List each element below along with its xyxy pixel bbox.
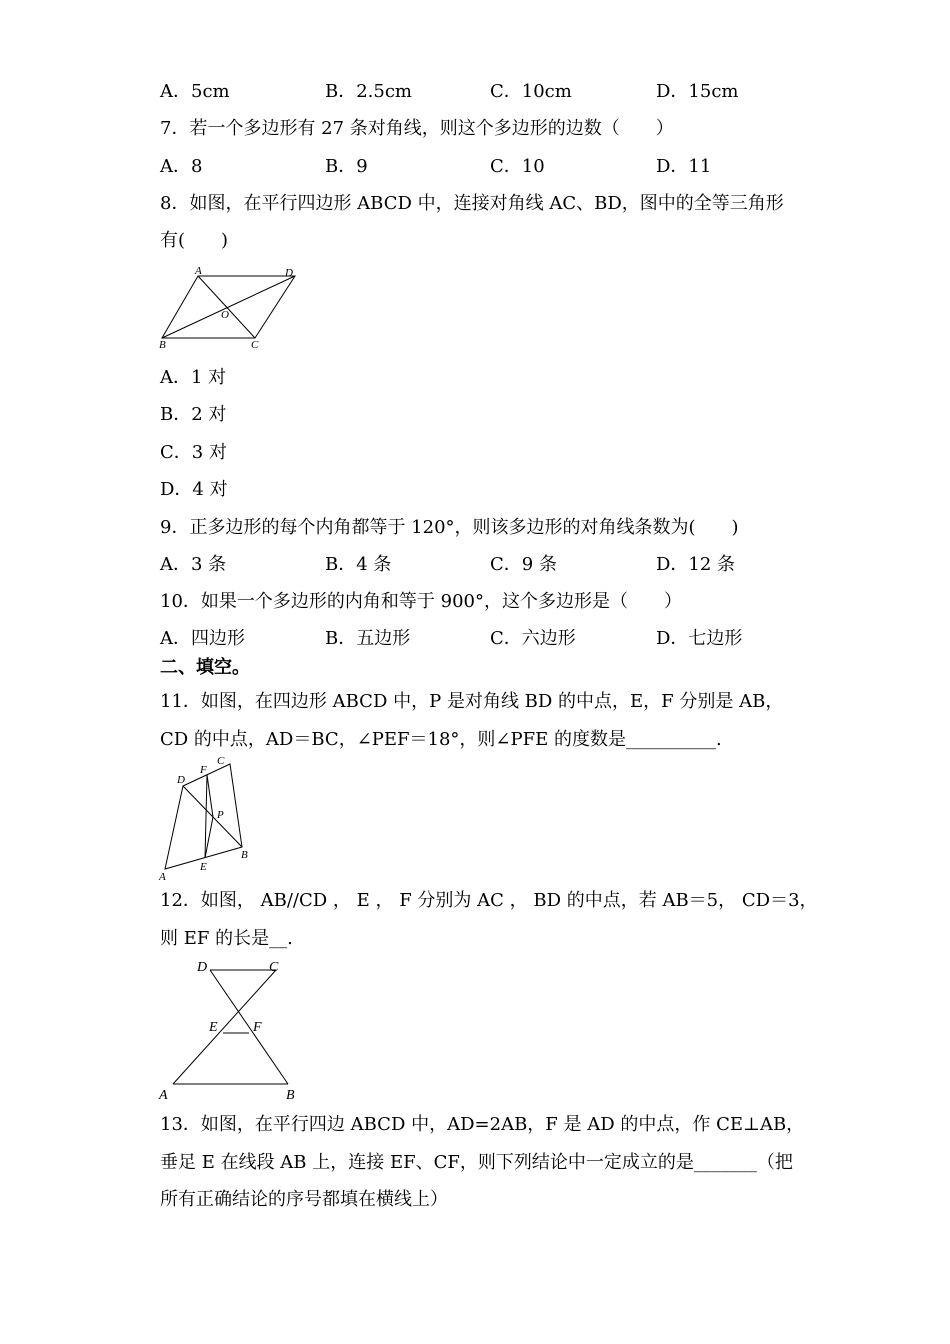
q10-stem: 10．如果一个多边形的内角和等于 900°，这个多边形是（ ） <box>160 591 682 612</box>
q8-label-o: O <box>221 309 229 321</box>
q10-option-c: C．六边形 <box>490 628 576 649</box>
q8-option-a: A．1 对 <box>160 367 227 388</box>
q10-option-d: D．七边形 <box>656 628 743 649</box>
q11-line1: 11．如图，在四边形 ABCD 中，P 是对角线 BD 的中点，E，F 分别是 AB， <box>160 691 784 712</box>
q6-option-a: A．5cm <box>160 81 230 102</box>
q11-quadrilateral-figure <box>155 752 265 882</box>
q8-option-b: B．2 对 <box>160 404 227 425</box>
q12-label-f: F <box>253 1020 262 1035</box>
q7-option-d: D．11 <box>656 156 712 177</box>
q11-label-c: C <box>217 755 225 767</box>
q12-label-d: D <box>197 960 208 975</box>
q12-label-b: B <box>286 1088 295 1103</box>
q12-label-e: E <box>209 1020 218 1035</box>
q9-option-b: B．4 条 <box>325 554 392 575</box>
q13-line3: 所有正确结论的序号都填在横线上） <box>160 1189 448 1210</box>
q8-stem-line2: 有( ) <box>160 230 229 251</box>
q12-label-a: A <box>159 1088 168 1103</box>
q9-option-c: C．9 条 <box>490 554 557 575</box>
q9-option-d: D．12 条 <box>656 554 736 575</box>
q8-option-d: D．4 对 <box>160 479 228 500</box>
q8-label-b: B <box>159 339 166 351</box>
q9-option-a: A．3 条 <box>160 554 227 575</box>
q12-trapezoid-figure <box>155 955 305 1105</box>
q8-label-c: C <box>251 339 259 351</box>
q7-option-c: C．10 <box>490 156 545 177</box>
q8-label-d: D <box>285 267 293 279</box>
q6-option-c: C．10cm <box>490 81 572 102</box>
q11-label-e: E <box>200 861 207 873</box>
q11-label-a: A <box>159 871 166 883</box>
q10-option-a: A．四边形 <box>160 628 245 649</box>
q9-stem: 9．正多边形的每个内角都等于 120°，则该多边形的对角线条数为( ) <box>160 517 739 538</box>
q11-label-f: F <box>200 764 207 776</box>
q6-option-d: D．15cm <box>656 81 739 102</box>
q11-label-d: D <box>177 774 185 786</box>
q13-line1: 13．如图，在平行四边 ABCD 中，AD=2AB，F 是 AD 的中点，作 CE⊥AB， <box>160 1114 805 1135</box>
q8-label-a: A <box>195 265 202 277</box>
q8-stem-line1: 8．如图，在平行四边形 ABCD 中，连接对角线 AC、BD，图中的全等三角形 <box>160 193 784 214</box>
q8-parallelogram-figure <box>155 262 305 352</box>
q12-line1: 12．如图， AB//CD ， E ， F 分别为 AC ， BD 的中点，若 AB＝5， CD＝3， <box>160 890 818 911</box>
section-2-title: 二、填空。 <box>160 657 250 678</box>
q12-label-c: C <box>269 960 279 975</box>
q6-option-b: B．2.5cm <box>325 81 413 102</box>
q10-option-b: B．五边形 <box>325 628 411 649</box>
q11-line2: CD 的中点，AD＝BC，∠PEF＝18°，则∠PFE 的度数是__________. <box>160 729 722 750</box>
q7-option-a: A．8 <box>160 156 203 177</box>
q7-stem: 7．若一个多边形有 27 条对角线，则这个多边形的边数（ ） <box>160 118 674 139</box>
q11-label-p: P <box>217 809 224 821</box>
q12-line2: 则 EF 的长是__. <box>160 928 293 949</box>
q8-option-c: C．3 对 <box>160 442 227 463</box>
q13-line2: 垂足 E 在线段 AB 上，连接 EF、CF，则下列结论中一定成立的是_______（把 <box>160 1152 793 1173</box>
q11-label-b: B <box>241 849 248 861</box>
q7-option-b: B．9 <box>325 156 368 177</box>
